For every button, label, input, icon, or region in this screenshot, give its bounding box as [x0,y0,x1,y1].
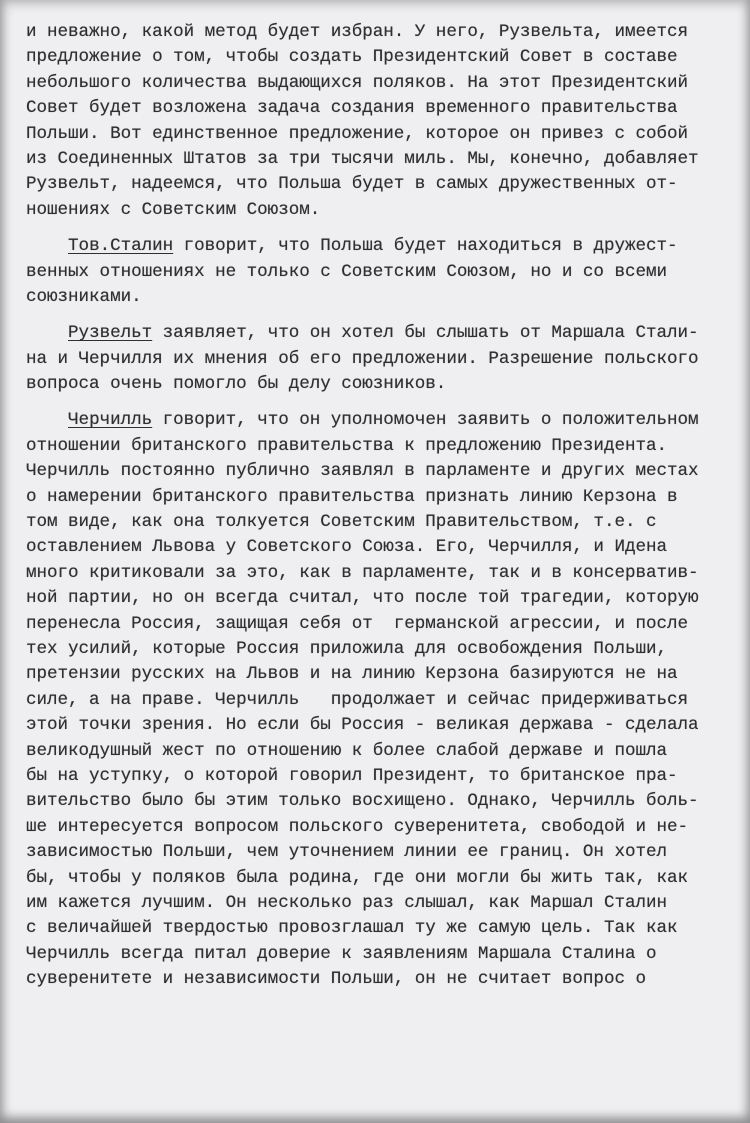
text-line: союзниками. [26,286,142,307]
speaker-name: Рузвельт [68,323,153,344]
paragraph-stalin [26,234,736,310]
text-line: претензии русских на Львов и на линию Керзона базируются не на [26,664,678,685]
text-line: Черчилль постоянно публично заявлял в парламенте и других местах [26,461,699,482]
text-line: из Соединенных Штатов за три тысячи миль. Мы, конечно, добавляет [26,148,699,169]
text-line: на и Черчилля их мнения об его предложении. Разрешение польского [26,348,699,369]
text-line: Совет будет возложена задача создания временного правительства [26,98,678,119]
line-text: говорит, что Польша будет находиться в дружест- [173,236,678,257]
text-line: бы, чтобы у поляков была родина, где они могли бы жить так, как [26,867,689,888]
text-line: этой точки зрения. Но если бы Россия - великая держава - сделала [26,715,699,736]
text-line: много критиковали за это, как в парламенте, так и в консерватив- [26,562,699,583]
text-line: ше интересуется вопросом польского суверенитета, свободой и не- [26,816,689,837]
text-line: суверенитете и независимости Польши, он не считает вопрос о [26,969,646,990]
text-line: вопроса очень помогло бы делу союзников. [26,374,447,395]
text-line: Рузвельт, надеемся, что Польша будет в самых дружественных от- [26,174,678,195]
paragraph-1 [26,20,736,223]
text-line: о намерении британского правительства признать линию Керзона в [26,486,678,507]
text-line: Черчилль всегда питал доверие к заявлениям Маршала Сталина о [26,943,657,964]
text-line: предложение о том, чтобы создать Президентский Совет в составе [26,47,678,68]
text-line: великодушный жест по отношению к более слабой державе и пошла [26,740,667,761]
text-line: Польши. Вот единственное предложение, которое он привез с собой [26,123,689,144]
text-line [26,408,736,433]
line-text: говорит, что он уполномочен заявить о положительном [152,410,699,431]
speaker-name: Черчилль [68,410,153,431]
text-line: бы на уступку, о которой говорил Президент, то британское пра- [26,765,678,786]
text-line: оставлением Львова у Советского Союза. Его, Черчилля, и Идена [26,537,667,558]
text-line [26,321,736,346]
text-line: силе, а на праве. Черчилль продолжает и сейчас придерживаться [26,689,689,710]
document-body [26,20,736,992]
text-line: том виде, как она толкуется Советским Правительством, т.е. с [26,512,657,533]
text-line: венных отношениях не только с Советским Союзом, но и со всеми [26,261,667,282]
text-line: ношениях с Советским Союзом. [26,199,321,220]
text-line: зависимостью Польши, чем уточнением линии ее границ. Он хотел [26,842,667,863]
line-text: заявляет, что он хотел бы слышать от Маршала Стали- [152,323,699,344]
paragraph-churchill [26,408,736,992]
speaker-name: Тов.Сталин [68,236,174,257]
text-line: вительство было бы этим только восхищено. Однако, Черчилль боль- [26,791,699,812]
text-line: небольшого количества выдающихся поляков. На этот Президентский [26,72,689,93]
text-line: тех усилий, которые Россия приложила для освобождения Польши, [26,638,667,659]
paragraph-roosevelt [26,321,736,397]
text-line: с величайшей твердостью провозглашал ту же самую цель. Так как [26,918,678,939]
text-line [26,234,736,259]
text-line: и неважно, какой метод будет избран. У него, Рузвельта, имеется [26,22,689,42]
text-line: им кажется лучшим. Он несколько раз слышал, как Маршал Сталин [26,892,667,913]
text-line: перенесла Россия, защищая себя от германской агрессии, и после [26,613,689,634]
text-line: ной партии, но он всегда считал, что после той трагедии, которую [26,588,699,609]
text-line: отношении британского правительства к предложению Президента. [26,435,667,456]
